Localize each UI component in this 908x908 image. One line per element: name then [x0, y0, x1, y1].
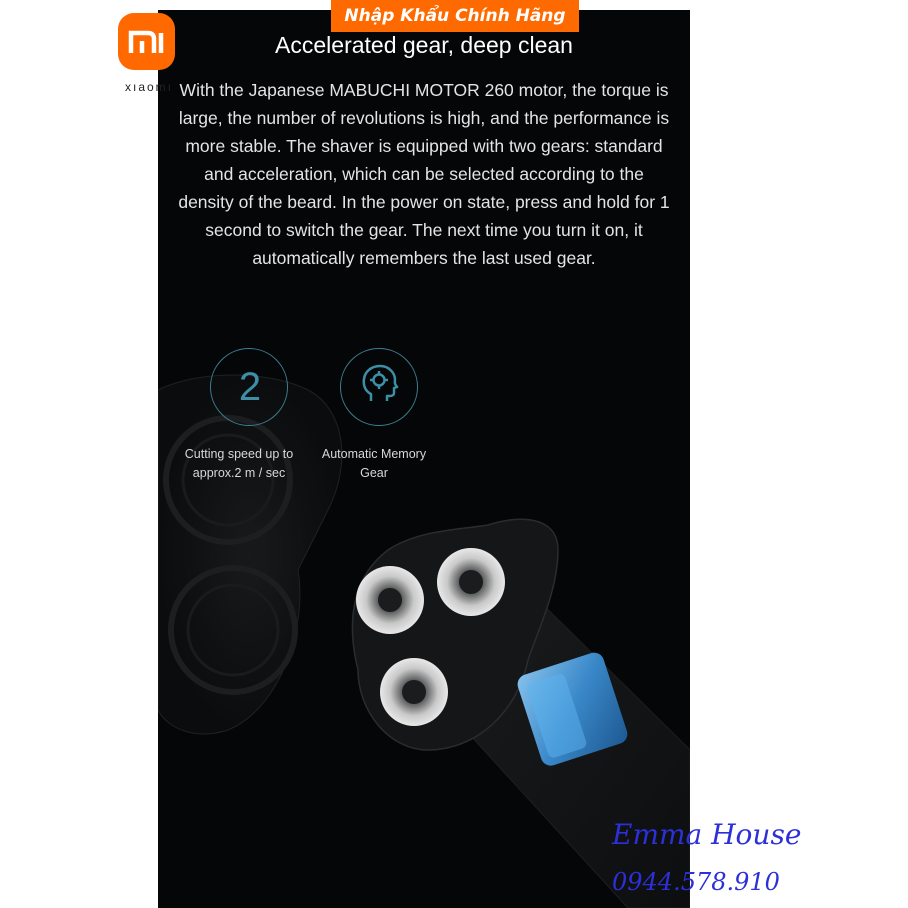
memory-feature-circle — [340, 348, 418, 426]
blade-top-right — [437, 548, 505, 616]
memory-feature-label — [306, 445, 442, 483]
speed-feature-circle — [210, 348, 288, 426]
description-text: With the Japanese MABUCHI MOTOR 260 motor, the torque is large, the number of revolutions is high, and the performance is more stable. The shaver is equipped with two gears: standard and acceleration, which can be selected according to the density of the beard. In the power on state, press and hold for 1 second to switch the gear. The next time you turn it on, it automatically remembers the last used gear. — [178, 80, 670, 268]
page-title: Accelerated gear, deep clean — [275, 32, 573, 58]
blade-top-left — [356, 566, 424, 634]
blade-bottom — [380, 658, 448, 726]
speed-feature-line1: Cutting speed up to — [184, 447, 294, 461]
speed-feature-line2: approx.2 m / sec — [192, 466, 286, 480]
memory-feature-line1: Automatic Memory — [321, 447, 427, 461]
shop-phone-watermark: 0944.578.910 — [612, 868, 780, 896]
memory-feature-line2: Gear — [360, 466, 388, 480]
number-2-icon: 2 — [238, 365, 262, 409]
xiaomi-wordmark: xıaomı — [124, 80, 173, 94]
shop-name-watermark: Emma House — [612, 818, 802, 851]
head-memory-icon — [341, 349, 419, 427]
speed-feature-label — [166, 445, 312, 483]
import-badge: Nhập Khẩu Chính Hãng — [331, 0, 579, 32]
ghost-shaver-head — [158, 375, 342, 734]
